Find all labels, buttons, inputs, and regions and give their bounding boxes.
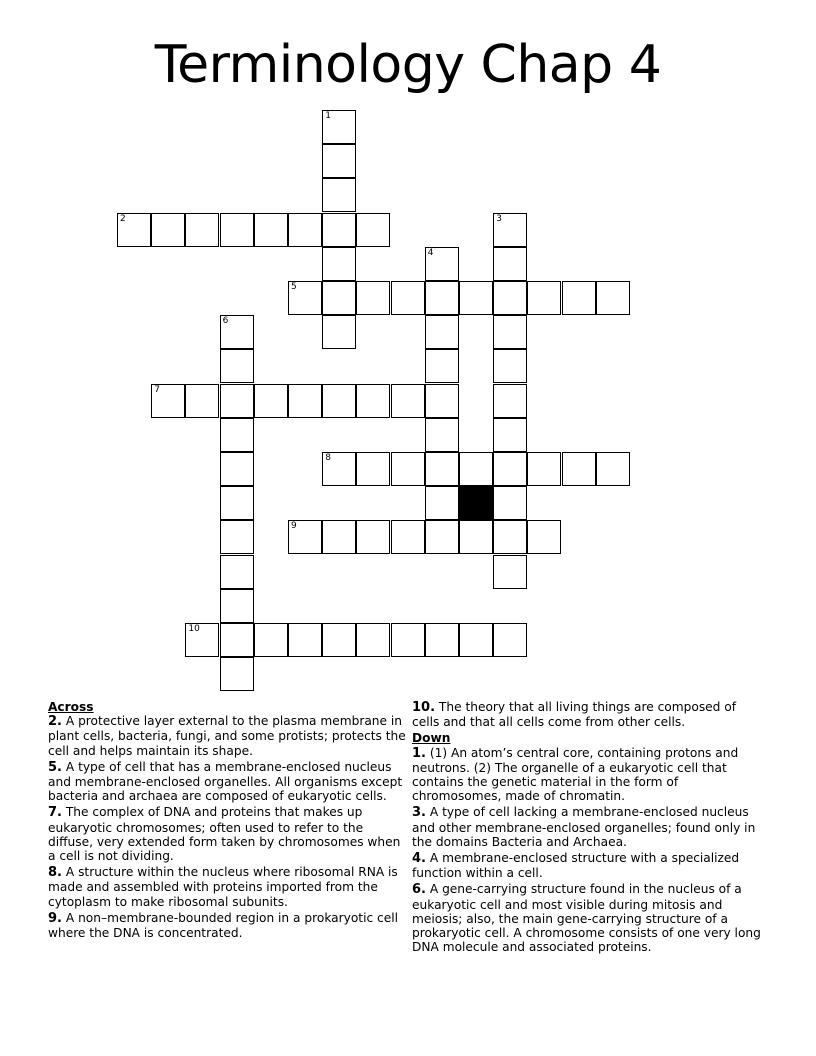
- crossword-cell[interactable]: [493, 555, 527, 589]
- crossword-cell[interactable]: [391, 384, 425, 418]
- crossword-cell[interactable]: [117, 213, 151, 247]
- crossword-cell[interactable]: [391, 452, 425, 486]
- crossword-cell[interactable]: [254, 623, 288, 657]
- crossword-cell[interactable]: [493, 486, 527, 520]
- crossword-cell[interactable]: [596, 281, 630, 315]
- crossword-cell[interactable]: [391, 281, 425, 315]
- crossword-cell[interactable]: [322, 178, 356, 212]
- cell-number: 5: [291, 282, 297, 292]
- crossword-cell[interactable]: [322, 144, 356, 178]
- crossword-cell[interactable]: [322, 384, 356, 418]
- crossword-cell[interactable]: [220, 418, 254, 452]
- crossword-cell[interactable]: [459, 452, 493, 486]
- cell-number: 8: [325, 453, 331, 463]
- crossword-cell[interactable]: [220, 657, 254, 691]
- clue-across-9: 9. A non–membrane-bounded region in a prokaryotic cell where the DNA is concentrated.: [48, 910, 399, 941]
- crossword-cell[interactable]: [322, 213, 356, 247]
- clues-right-column: [412, 700, 762, 956]
- crossword-cell[interactable]: [151, 213, 185, 247]
- crossword-cell[interactable]: [527, 520, 561, 554]
- crossword-cell[interactable]: [493, 213, 527, 247]
- crossword-cell[interactable]: [356, 452, 390, 486]
- crossword-cell[interactable]: [459, 623, 493, 657]
- crossword-cell[interactable]: [288, 623, 322, 657]
- crossword-cell[interactable]: [185, 623, 219, 657]
- crossword-cell[interactable]: [220, 315, 254, 349]
- crossword-cell[interactable]: [459, 520, 493, 554]
- cell-number: 7: [154, 384, 160, 395]
- crossword-cell[interactable]: [220, 520, 254, 554]
- clue-across-7: 7. The complex of DNA and proteins that makes up eukaryotic chromosomes; often used to refer to the diffuse, very extended form taken by chromosomes when a cell is not dividing.: [48, 805, 401, 864]
- crossword-cell[interactable]: [220, 213, 254, 247]
- crossword-cell[interactable]: [220, 589, 254, 623]
- crossword-cell[interactable]: [322, 452, 356, 486]
- crossword-cell[interactable]: [493, 384, 527, 418]
- crossword-cell[interactable]: [220, 555, 254, 589]
- crossword-cell[interactable]: [356, 623, 390, 657]
- cell-number: 2: [120, 213, 126, 224]
- crossword-cell[interactable]: [527, 281, 561, 315]
- crossword-cell[interactable]: [425, 349, 459, 383]
- crossword-cell[interactable]: [425, 384, 459, 418]
- crossword-cell[interactable]: [425, 486, 459, 520]
- crossword-cell[interactable]: [562, 281, 596, 315]
- crossword-cell[interactable]: [493, 247, 527, 281]
- clue-down-3: 3. A type of cell lacking a membrane-enclosed nucleus and other membrane-enclosed organelles; found only in the domains Bacteria and Archaea.: [412, 805, 756, 849]
- crossword-cell[interactable]: [493, 623, 527, 657]
- crossword-cell[interactable]: [493, 349, 527, 383]
- down-heading: Down: [412, 731, 451, 746]
- crossword-cell[interactable]: [220, 452, 254, 486]
- crossword-cell[interactable]: [596, 452, 630, 486]
- crossword-cell[interactable]: [425, 281, 459, 315]
- clue-down-4: 4. A membrane-enclosed structure with a specialized function within a cell.: [412, 851, 740, 881]
- crossword-cell[interactable]: [493, 520, 527, 554]
- clue-across-5: 5. A type of cell that has a membrane-enclosed nucleus and membrane-enclosed organelles. All organisms except bacteria and archaea are composed of eukaryotic cells.: [48, 759, 403, 804]
- crossword-cell[interactable]: [425, 623, 459, 657]
- crossword-cell[interactable]: [151, 384, 185, 418]
- cell-number: 10: [188, 624, 200, 634]
- crossword-cell[interactable]: [322, 623, 356, 657]
- crossword-cell[interactable]: [562, 452, 596, 486]
- crossword-cell[interactable]: [288, 281, 322, 315]
- crossword-cell[interactable]: [220, 623, 254, 657]
- clue-across-8: 8. A structure within the nucleus where ribosomal RNA is made and assembled with proteins imported from the cytoplasm to make ribosomal subunits.: [48, 865, 398, 909]
- crossword-cell[interactable]: [425, 520, 459, 554]
- page-title: Terminology Chap 4: [154, 35, 662, 95]
- clues-left-column: [48, 700, 408, 942]
- clue-across-2: 2. A protective layer external to the plasma membrane in plant cells, bacteria, fungi, and some protists; protects the cell and helps maintain its shape.: [48, 714, 406, 758]
- crossword-cell[interactable]: [459, 281, 493, 315]
- crossword-cell[interactable]: [288, 520, 322, 554]
- crossword-cell[interactable]: [527, 452, 561, 486]
- clue-down-6: 6. A gene-carrying structure found in the nucleus of a eukaryotic cell and most visible during mitosis and meiosis; also, the main gene-carrying structure of a prokaryotic cell. A chromosome consists of one very long DNA molecule and associated proteins.: [412, 882, 761, 955]
- crossword-cell[interactable]: [493, 281, 527, 315]
- cell-number: 4: [427, 247, 434, 258]
- crossword-cell[interactable]: [322, 281, 356, 315]
- cell-number: 6: [222, 316, 229, 327]
- crossword-cell[interactable]: [185, 384, 219, 418]
- across-heading: Across: [48, 700, 94, 714]
- crossword-cell[interactable]: [220, 349, 254, 383]
- crossword-cell[interactable]: [356, 213, 390, 247]
- crossword-cell[interactable]: [254, 213, 288, 247]
- clue-down-1: 1. (1) An atom’s central core, containing protons and neutrons. (2) The organelle of a eukaryotic cell that contains the genetic material in the form of chromosomes, made of chromatin.: [412, 745, 739, 804]
- crossword-cell[interactable]: [288, 384, 322, 418]
- crossword-cell[interactable]: [425, 418, 459, 452]
- cell-number: 1: [325, 111, 331, 121]
- crossword-cell[interactable]: [391, 623, 425, 657]
- crossword-cell[interactable]: [425, 247, 459, 281]
- clue-across-10: 10. The theory that all living things are composed of cells and that all cells come from other cells.: [412, 700, 737, 730]
- crossword-cell[interactable]: [391, 520, 425, 554]
- crossword-cell[interactable]: [493, 315, 527, 349]
- cell-number: 3: [496, 213, 502, 224]
- crossword-cell[interactable]: [254, 384, 288, 418]
- crossword-cell[interactable]: [493, 452, 527, 486]
- crossword-cell[interactable]: [322, 520, 356, 554]
- crossword-cell[interactable]: [356, 384, 390, 418]
- crossword-cell[interactable]: [425, 315, 459, 349]
- crossword-cell[interactable]: [356, 281, 390, 315]
- crossword-cell[interactable]: [185, 213, 219, 247]
- crossword-cell[interactable]: [322, 247, 356, 281]
- crossword-cell[interactable]: [322, 315, 356, 349]
- crossword-cell[interactable]: [322, 110, 356, 144]
- crossword-cell[interactable]: [220, 384, 254, 418]
- crossword-cell[interactable]: [425, 452, 459, 486]
- crossword-cell[interactable]: [220, 486, 254, 520]
- crossword-cell[interactable]: [493, 418, 527, 452]
- cell-number: 9: [291, 521, 297, 532]
- crossword-black-cell: [459, 486, 493, 520]
- crossword-cell[interactable]: [288, 213, 322, 247]
- crossword-cell[interactable]: [356, 520, 390, 554]
